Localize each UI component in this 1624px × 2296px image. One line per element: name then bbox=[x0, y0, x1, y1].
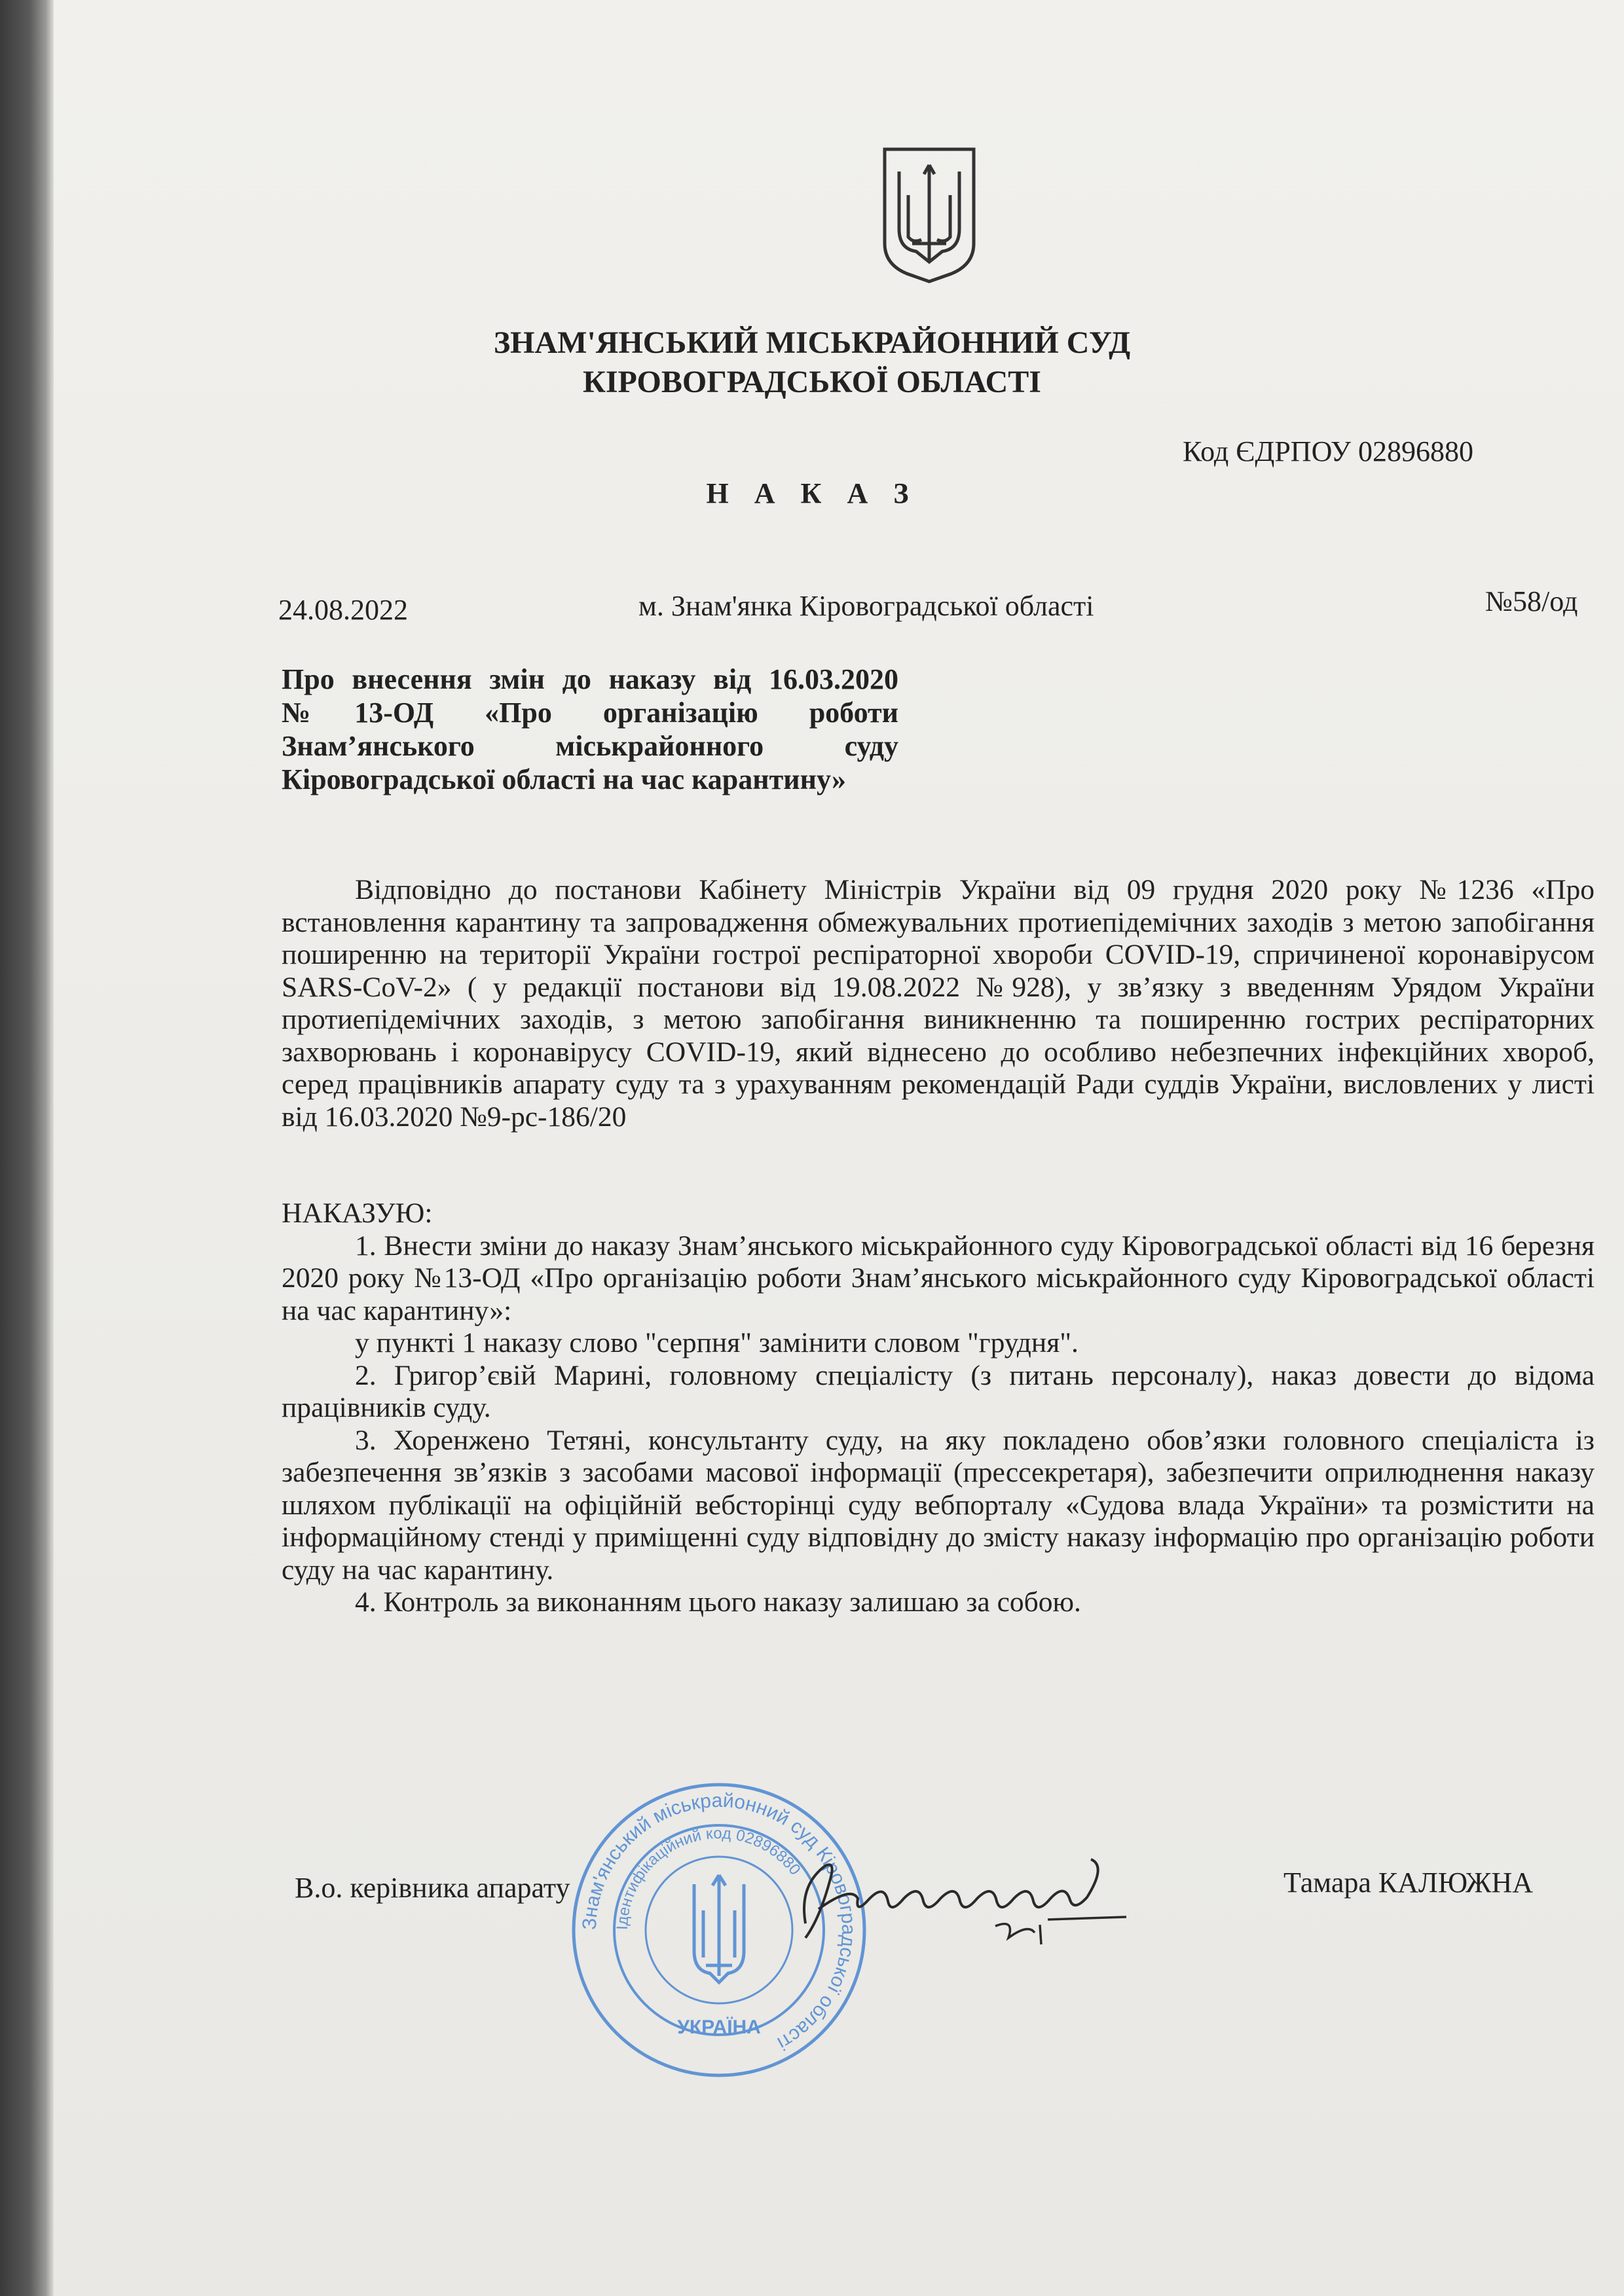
stamp-bottom-text: УКРАЇНА bbox=[677, 2016, 761, 2038]
signatory-title: В.о. керівника апарату bbox=[295, 1872, 570, 1904]
preamble-paragraph: Відповідно до постанови Кабінету Міністрів України від 09 грудня 2020 року №1236 «Про встановлення карантину та запровадження обмежувальних протиепідемічних заходів з метою запобігання поширенню на території України гострої респіраторної хвороби COVID-19, спричиненої коронавірусом SARS-CoV-2» ( у редакції постанови від 19.08.2022 №928), у зв’язку з введенням Урядом України протиепідемічних заходів, з метою запобігання виникненню та поширенню гострих респіраторних захворювань і коронавірусу COVID-19, який віднесено до особливо небезпечних інфекційних хвороб, серед працівників апарату суду та з урахуванням рекомендацій Ради суддів України, висловлених у листі від 16.03.2020 №9-рс-186/20 bbox=[282, 874, 1595, 1133]
handwritten-signature-icon bbox=[779, 1846, 1146, 1958]
order-body bbox=[282, 874, 1595, 1619]
court-name-line1: ЗНАМ'ЯНСЬКИЙ МІСЬКРАЙОННИЙ СУД bbox=[493, 325, 1131, 360]
order-subject: Про внесення змін до наказу від 16.03.2020 №13-ОД «Про організацію роботи Знам’янського міськрайонного суду Кіровоградської області на час карантину» bbox=[282, 663, 898, 795]
stamp-outer-text: Знам'янський міськрайонний суд Кіровоградської області bbox=[578, 1789, 860, 2054]
stamp-inner-text: Ідентифікаційний код 02896880 bbox=[613, 1824, 804, 1931]
order-number: №58/од bbox=[1485, 585, 1578, 617]
court-name-line2: КІРОВОГРАДСЬКОЇ ОБЛАСТІ bbox=[583, 365, 1041, 399]
signatory-name: Тамара КАЛЮЖНА bbox=[1283, 1867, 1534, 1899]
trident-emblem-icon bbox=[879, 145, 979, 284]
order-item-1-sub: у пункті 1 наказу слово "серпня" замінити словом "грудня". bbox=[355, 1327, 1079, 1358]
order-item-2: 2. Григор’євій Марині, головному спеціалісту (з питань персоналу), наказ довести до відома працівників суду. bbox=[282, 1359, 1595, 1423]
order-item-3: 3. Хоренжено Тетяні, консультанту суду, на яку покладено обов’язки головного спеціаліста із забезпечення зв’язків з засобами масової інформації (прессекретаря), забезпечити оприлюднення наказу шляхом публікації на офіційній вебсторінці суду вебпорталу «Судова влада України» та розмістити на інформаційному стенді у приміщенні суду відповідну до змісту наказу інформацію про організацію роботи суду на час карантину. bbox=[282, 1424, 1595, 1586]
edrpou-code: Код ЄДРПОУ 02896880 bbox=[1183, 435, 1474, 467]
order-item-1: 1. Внести зміни до наказу Знам’янського міськрайонного суду Кіровоградської області від 16 березня 2020 року №13-ОД «Про організацію роботи Знам’янського міськрайонного суду Кіровоградської області на час карантину»: bbox=[282, 1230, 1595, 1326]
order-item-4: 4. Контроль за виконанням цього наказу залишаю за собою. bbox=[355, 1586, 1081, 1618]
order-date: 24.08.2022 bbox=[278, 594, 408, 626]
order-word: НАКАЗУЮ: bbox=[282, 1197, 433, 1229]
order-city: м. Знам'янка Кіровоградської області bbox=[638, 590, 1094, 622]
document-type: Н А К А З bbox=[706, 477, 918, 509]
